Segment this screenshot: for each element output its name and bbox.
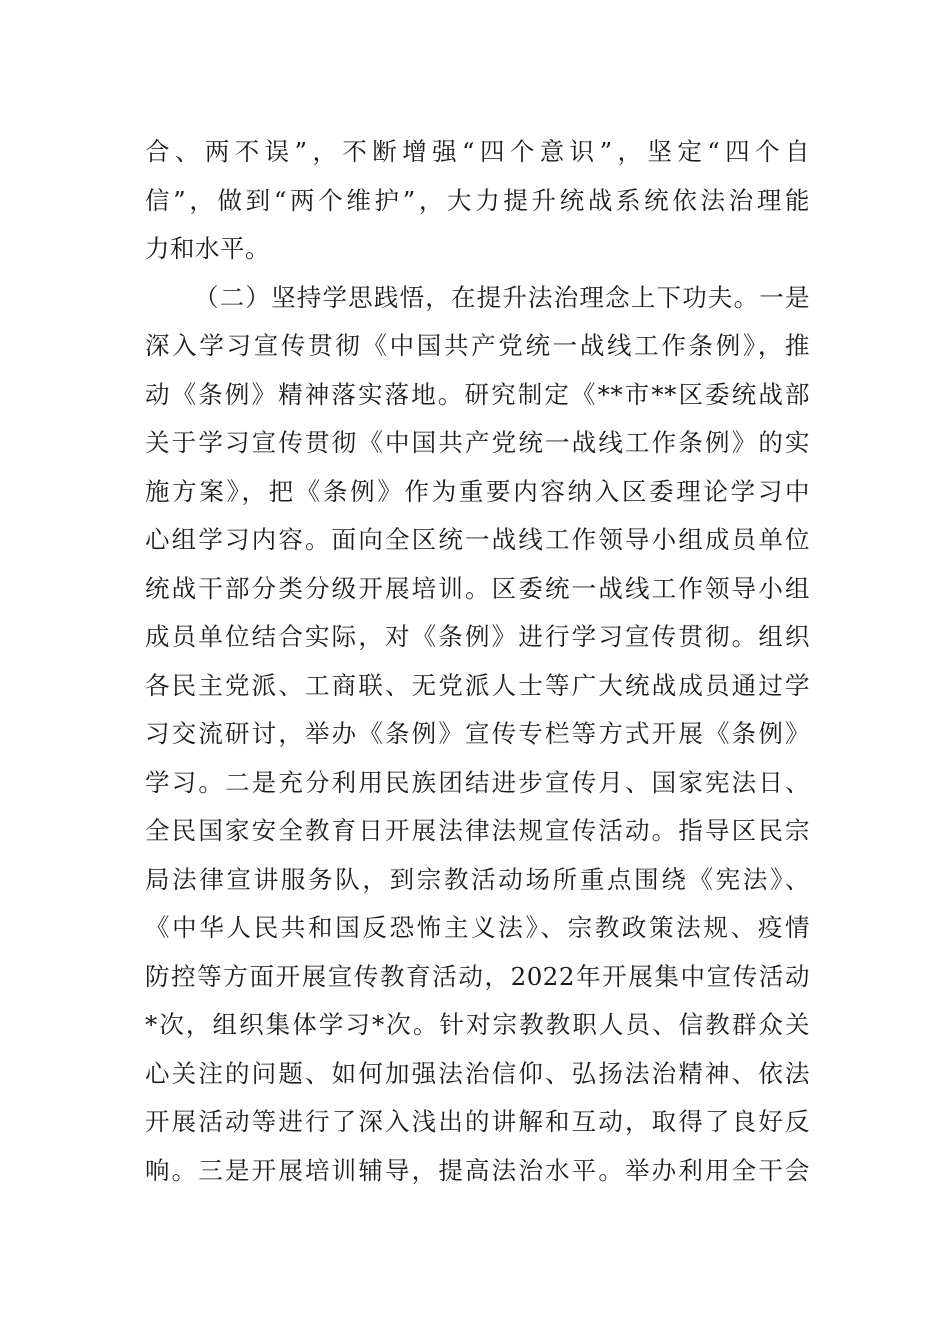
text-line: 合、两不误”，不断增强“四个意识”，坚定“四个自	[145, 137, 810, 166]
text-line: 响。三是开展培训辅导，提高法治水平。举办利用全干会	[145, 1155, 810, 1185]
text-line: 成员单位结合实际，对《条例》进行学习宣传贯彻。组织	[145, 622, 810, 651]
text-line: 习交流研讨，举办《条例》宣传专栏等方式开展《条例》	[145, 719, 810, 748]
text-line: 施方案》，把《条例》作为重要内容纳入区委理论学习中	[145, 476, 810, 506]
text-line: 心关注的问题、如何加强法治信仰、弘扬法治精神、依法	[145, 1058, 810, 1088]
text-line: 《中华人民共和国反恐怖主义法》、宗教政策法规、疫情	[145, 913, 810, 942]
body-text	[145, 128, 810, 1195]
text-line: （二）坚持学思践悟，在提升法治理念上下功夫。一是	[194, 282, 810, 312]
text-line: 动《条例》精神落实落地。研究制定《**市**区委统战部	[145, 379, 810, 409]
text-line: 开展活动等进行了深入浅出的讲解和互动，取得了良好反	[145, 1107, 810, 1136]
text-line: 关于学习宣传贯彻《中国共产党统一战线工作条例》的实	[145, 428, 810, 457]
text-line: 防控等方面开展宣传教育活动，2022年开展集中宣传活动	[145, 961, 810, 991]
text-line: 心组学习内容。面向全区统一战线工作领导小组成员单位	[145, 525, 810, 554]
text-line: *次，组织集体学习*次。针对宗教教职人员、信教群众关	[145, 1010, 810, 1039]
text-line: 局法律宣讲服务队，到宗教活动场所重点围绕《宪法》、	[145, 864, 810, 894]
text-line: 信”，做到“两个维护”，大力提升统战系统依法治理能	[145, 185, 810, 215]
text-line: 统战干部分类分级开展培训。区委统一战线工作领导小组	[145, 573, 810, 603]
text-line: 深入学习宣传贯彻《中国共产党统一战线工作条例》，推	[145, 331, 810, 360]
text-line: 学习。二是充分利用民族团结进步宣传月、国家宪法日、	[145, 767, 810, 797]
text-line: 力和水平。	[145, 234, 270, 263]
text-line: 各民主党派、工商联、无党派人士等广大统战成员通过学	[145, 670, 810, 700]
text-line: 全民国家安全教育日开展法律法规宣传活动。指导区民宗	[145, 816, 810, 845]
